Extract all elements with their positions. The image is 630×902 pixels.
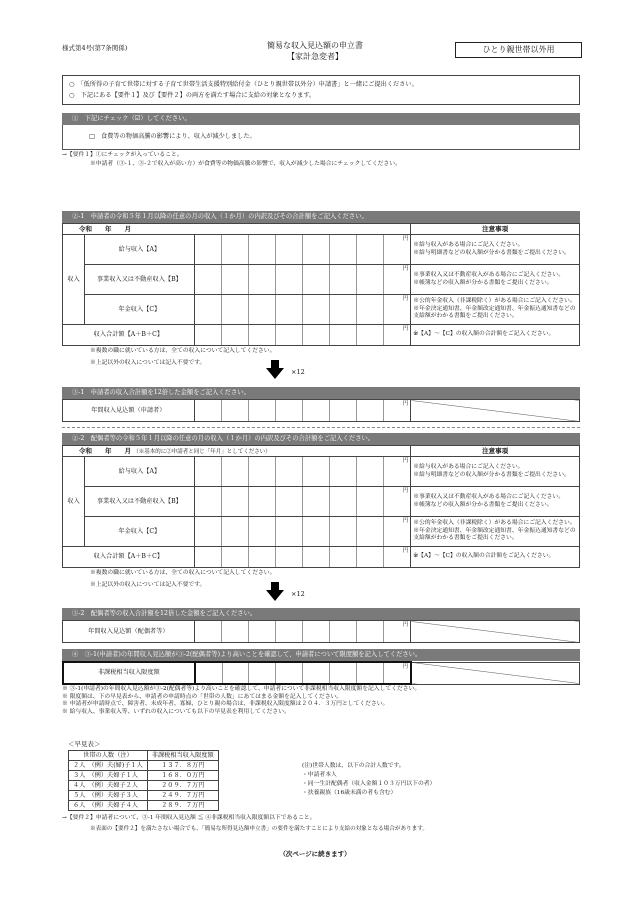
notice-line: ○ 「低所得の子育て世帯に対する子育て世帯生活支援特別給付金（ひとり親世帯以外分）申請書」と一緒にご提出ください。 <box>69 81 418 88</box>
section32-bar: ③-2 配偶者等の収入合計額を12倍した金額をご記入ください。 <box>62 608 580 620</box>
row-note: ※給与明細書などの収入額が分かる書類をご提出ください。 <box>413 471 570 478</box>
multiply-label: ×12 <box>291 590 305 598</box>
total-note: ※【A】～【C】の収入額の合計額をご記入ください。 <box>411 547 580 568</box>
yen-unit: 円 <box>402 326 409 332</box>
annual-income-spouse-field[interactable] <box>194 621 411 643</box>
row-note: ※年金決定通知書、年金額改定通知書、年金振込通知書などの支給額がわかる書類をご提出ください。 <box>413 305 576 320</box>
table-row <box>69 771 219 781</box>
section1-box <box>62 125 580 150</box>
sec4-note: ※ 給与収入、事業収入等、いずれの収入についても以下の早見表を利用してください。 <box>62 708 290 715</box>
yen-unit: 円 <box>402 236 409 242</box>
divider <box>62 427 580 428</box>
total-income-field[interactable] <box>194 325 411 346</box>
section4-bar: ④ ③-1(申請者)の年間収入見込額が③-2(配偶者等)より高いことを確認して、申請者について限度額を記入してください。 <box>62 649 580 661</box>
title-line2: 【家計急変者】 <box>287 51 343 61</box>
sec4-note: ※ 申請者が申請時点で、障害者、未成年者、寡婦、ひとり親の場合は、非課税収入限度額は２０４．３万円としてください。 <box>62 701 389 707</box>
side-note: ・扶養親族（16歳未満の者も含む） <box>302 790 397 796</box>
row-label: 事業収入又は不動産収入【B】 <box>84 487 194 517</box>
diagonal-blank <box>411 621 580 643</box>
sec4-note: ※ 限度額は、下の早見表から、申請者の申請時点の「世帯の人数」にあてはまる金額を記入してください。 <box>62 693 343 700</box>
section22-bar: ②-2 配偶者等の令和５年１月以降の任意の月の収入（１か月）の内訳及びその合計額をご記入ください。 <box>62 433 580 445</box>
side-note: (注)世帯人数は、以下の合計人数です。 <box>302 763 405 769</box>
side-note: ・同一生計配偶者（収入金額１０３万円以下の者） <box>302 781 436 787</box>
pension-income-field[interactable] <box>194 295 411 325</box>
row-note: ※給与明細書などの収入額が分かる書類をご提出ください。 <box>413 249 570 256</box>
row-label: 年金収入【C】 <box>84 295 194 325</box>
yen-unit: 円 <box>402 548 409 554</box>
hayami-header: 非課税相当収入限度額 <box>147 751 218 761</box>
notice-line: ○ 下記にある【要件１】及び【要件２】の両方を満たす場合に支給の対象となります。 <box>69 92 316 99</box>
req1-note: →【要件１】①にチェックが入っていること。 <box>62 152 183 158</box>
row-label: 年金収入【C】 <box>84 517 194 547</box>
tax-exempt-limit-table <box>62 661 580 685</box>
yen-unit: 円 <box>402 266 409 272</box>
row-label: 給与収入【A】 <box>84 235 194 265</box>
diagonal-blank <box>411 400 580 422</box>
hayami-table <box>68 750 219 811</box>
title-line1: 簡易な収入見込額の申立書 <box>267 41 363 50</box>
total-label: 収入合計額【A＋B＋C】 <box>63 547 195 568</box>
foot-note: ※上記以外の収入については記入不要です。 <box>90 360 206 366</box>
hayami-cell: １３７．８万円 <box>147 761 218 771</box>
yen-unit: 円 <box>402 622 409 628</box>
row-note: ※事業収入又は不動産収入がある場合にご記入ください。 <box>413 272 565 278</box>
household-type-box: ひとり親世帯以外用 <box>455 42 582 58</box>
row-note: ※公的年金収入（非課税除く）がある場合にご記入ください。 <box>413 520 576 527</box>
row-note: ※帳簿などの収入額が分かる書類をご提出ください。 <box>413 501 553 508</box>
annual-label: 年間収入見込額（申請者） <box>63 400 195 422</box>
row-note: ※給与収入がある場合にご記入ください。 <box>413 464 524 470</box>
annual-label: 年間収入見込額（配偶者等） <box>63 621 195 643</box>
req2-note: →【要件２】申請者について、③-1 年間収入見込額 ≦ ④非課税相当収入限度額以下であること。 <box>62 815 316 821</box>
yen-unit: 円 <box>402 458 409 464</box>
req1-sub: ※申請者（③-１、③-２で収入が高い方）が食費等の物価高騰の影響で、収入が減少した場合にチェックしてください。 <box>90 161 401 167</box>
table-row <box>69 781 219 791</box>
pension-income-field[interactable] <box>194 517 411 547</box>
section21-bar: ②-1 申請者の令和５年１月以降の任意の月の収入（１か月）の内訳及びその合計額をご記入ください。 <box>62 211 580 223</box>
hayami-title: ＜早見表＞ <box>68 740 101 748</box>
hayami-side-notes <box>302 762 435 798</box>
notes-header: 注意事項 <box>411 224 580 235</box>
sec4-notes <box>62 686 580 716</box>
req2-sub: ※表面の【要件２】を満たさない場合でも、「簡易な所得見込額申立書」の要件を満たすことにより支給の対象となる場合があります。 <box>90 826 428 832</box>
sec4-note: ※ ③-1(申請者)の年間収入見込額が③-2(配偶者等)より高いことを確認して、申請者について非課税相当収入限度額を記入してください。 <box>62 686 421 692</box>
yen-unit: 円 <box>402 296 409 302</box>
row-note: ※公的年金収入（非課税除く）がある場合にご記入ください。 <box>413 298 576 305</box>
salary-income-field[interactable] <box>194 235 411 265</box>
hayami-header: 世帯の人数（注） <box>69 751 148 761</box>
down-arrow-icon <box>266 360 284 379</box>
hayami-cell: ５人 （例）夫婦子３人 <box>69 791 148 801</box>
row-label: 事業収入又は不動産収入【B】 <box>84 265 194 295</box>
diagonal-blank <box>411 662 580 684</box>
limit-label: 非課税相当収入限度額 <box>63 662 195 684</box>
foot-note: ※上記以外の収入については記入不要です。 <box>90 582 206 588</box>
multiply-label: ×12 <box>291 368 305 376</box>
continued-footer: （次ページに続きます） <box>279 850 351 858</box>
total-label: 収入合計額【A＋B＋C】 <box>63 325 195 346</box>
tax-exempt-limit-field[interactable] <box>195 662 411 684</box>
annual-income-applicant <box>62 399 580 422</box>
foot-note: ※複数の職に就いている方は、全ての収入について記入してください。 <box>90 570 276 576</box>
date-header-text: 令和 年 月 <box>79 446 131 455</box>
foot-note: ※複数の職に就いている方は、全ての収入について記入してください。 <box>90 348 276 354</box>
hayami-cell: ２８９．７万円 <box>147 801 218 811</box>
notice-box <box>62 75 580 105</box>
total-note: ※【A】～【C】の収入額の合計額をご記入ください。 <box>411 325 580 346</box>
date-sub: （※基本的に②申請者と同じ「年月」としてください） <box>133 448 271 455</box>
yen-unit: 円 <box>402 664 408 670</box>
annual-income-spouse <box>62 620 580 643</box>
business-income-field[interactable] <box>194 487 411 517</box>
hayami-cell: １６８．０万円 <box>147 771 218 781</box>
form-number: 様式第4号(第7条関係) <box>62 44 128 52</box>
down-arrow-icon <box>266 582 284 601</box>
section1-bar: ① 下記にチェック（☑）してください。 <box>62 113 580 125</box>
yen-unit: 円 <box>402 488 409 494</box>
row-label: 給与収入【A】 <box>84 457 194 487</box>
income-side-label: 収入 <box>63 235 85 325</box>
salary-income-field[interactable] <box>194 457 411 487</box>
hayami-cell: ２人 （例）夫(婦)子１人 <box>69 761 148 771</box>
annual-income-applicant-field[interactable] <box>194 400 411 422</box>
price-surge-checkbox[interactable]: □ 食費等の物価高騰の影響により、収入が減少しました。 <box>89 133 256 140</box>
yen-unit: 円 <box>402 518 409 524</box>
row-note: ※帳簿などの収入額が分かる書類をご提出ください。 <box>413 279 553 286</box>
date-header[interactable]: 令和 年 月 <box>63 224 411 235</box>
table-row <box>69 801 219 811</box>
row-note: ※給与収入がある場合にご記入ください。 <box>413 242 524 248</box>
hayami-cell: ６人 （例）夫婦子４人 <box>69 801 148 811</box>
table-row <box>69 761 219 771</box>
hayami-cell: ４人 （例）夫婦子２人 <box>69 781 148 791</box>
total-income-field[interactable] <box>194 547 411 568</box>
income-table-applicant <box>62 223 580 346</box>
row-note: ※年金決定通知書、年金額改定通知書、年金振込通知書などの支給額がわかる書類をご提出ください。 <box>413 527 576 542</box>
hayami-cell: ２０９．７万円 <box>147 781 218 791</box>
hayami-cell: ２４９．７万円 <box>147 791 218 801</box>
business-income-field[interactable] <box>194 265 411 295</box>
date-header[interactable] <box>63 446 411 457</box>
row-note: ※事業収入又は不動産収入がある場合にご記入ください。 <box>413 494 565 500</box>
side-note: ・申請者本人 <box>302 772 337 778</box>
yen-unit: 円 <box>402 401 409 407</box>
hayami-cell: ３人 （例）夫婦子１人 <box>69 771 148 781</box>
table-row <box>69 791 219 801</box>
notes-header: 注意事項 <box>411 446 580 457</box>
section31-bar: ③-1 申請者の収入合計額を12倍した金額をご記入ください。 <box>62 387 580 399</box>
income-table-spouse <box>62 445 580 568</box>
income-side-label: 収入 <box>63 457 85 547</box>
